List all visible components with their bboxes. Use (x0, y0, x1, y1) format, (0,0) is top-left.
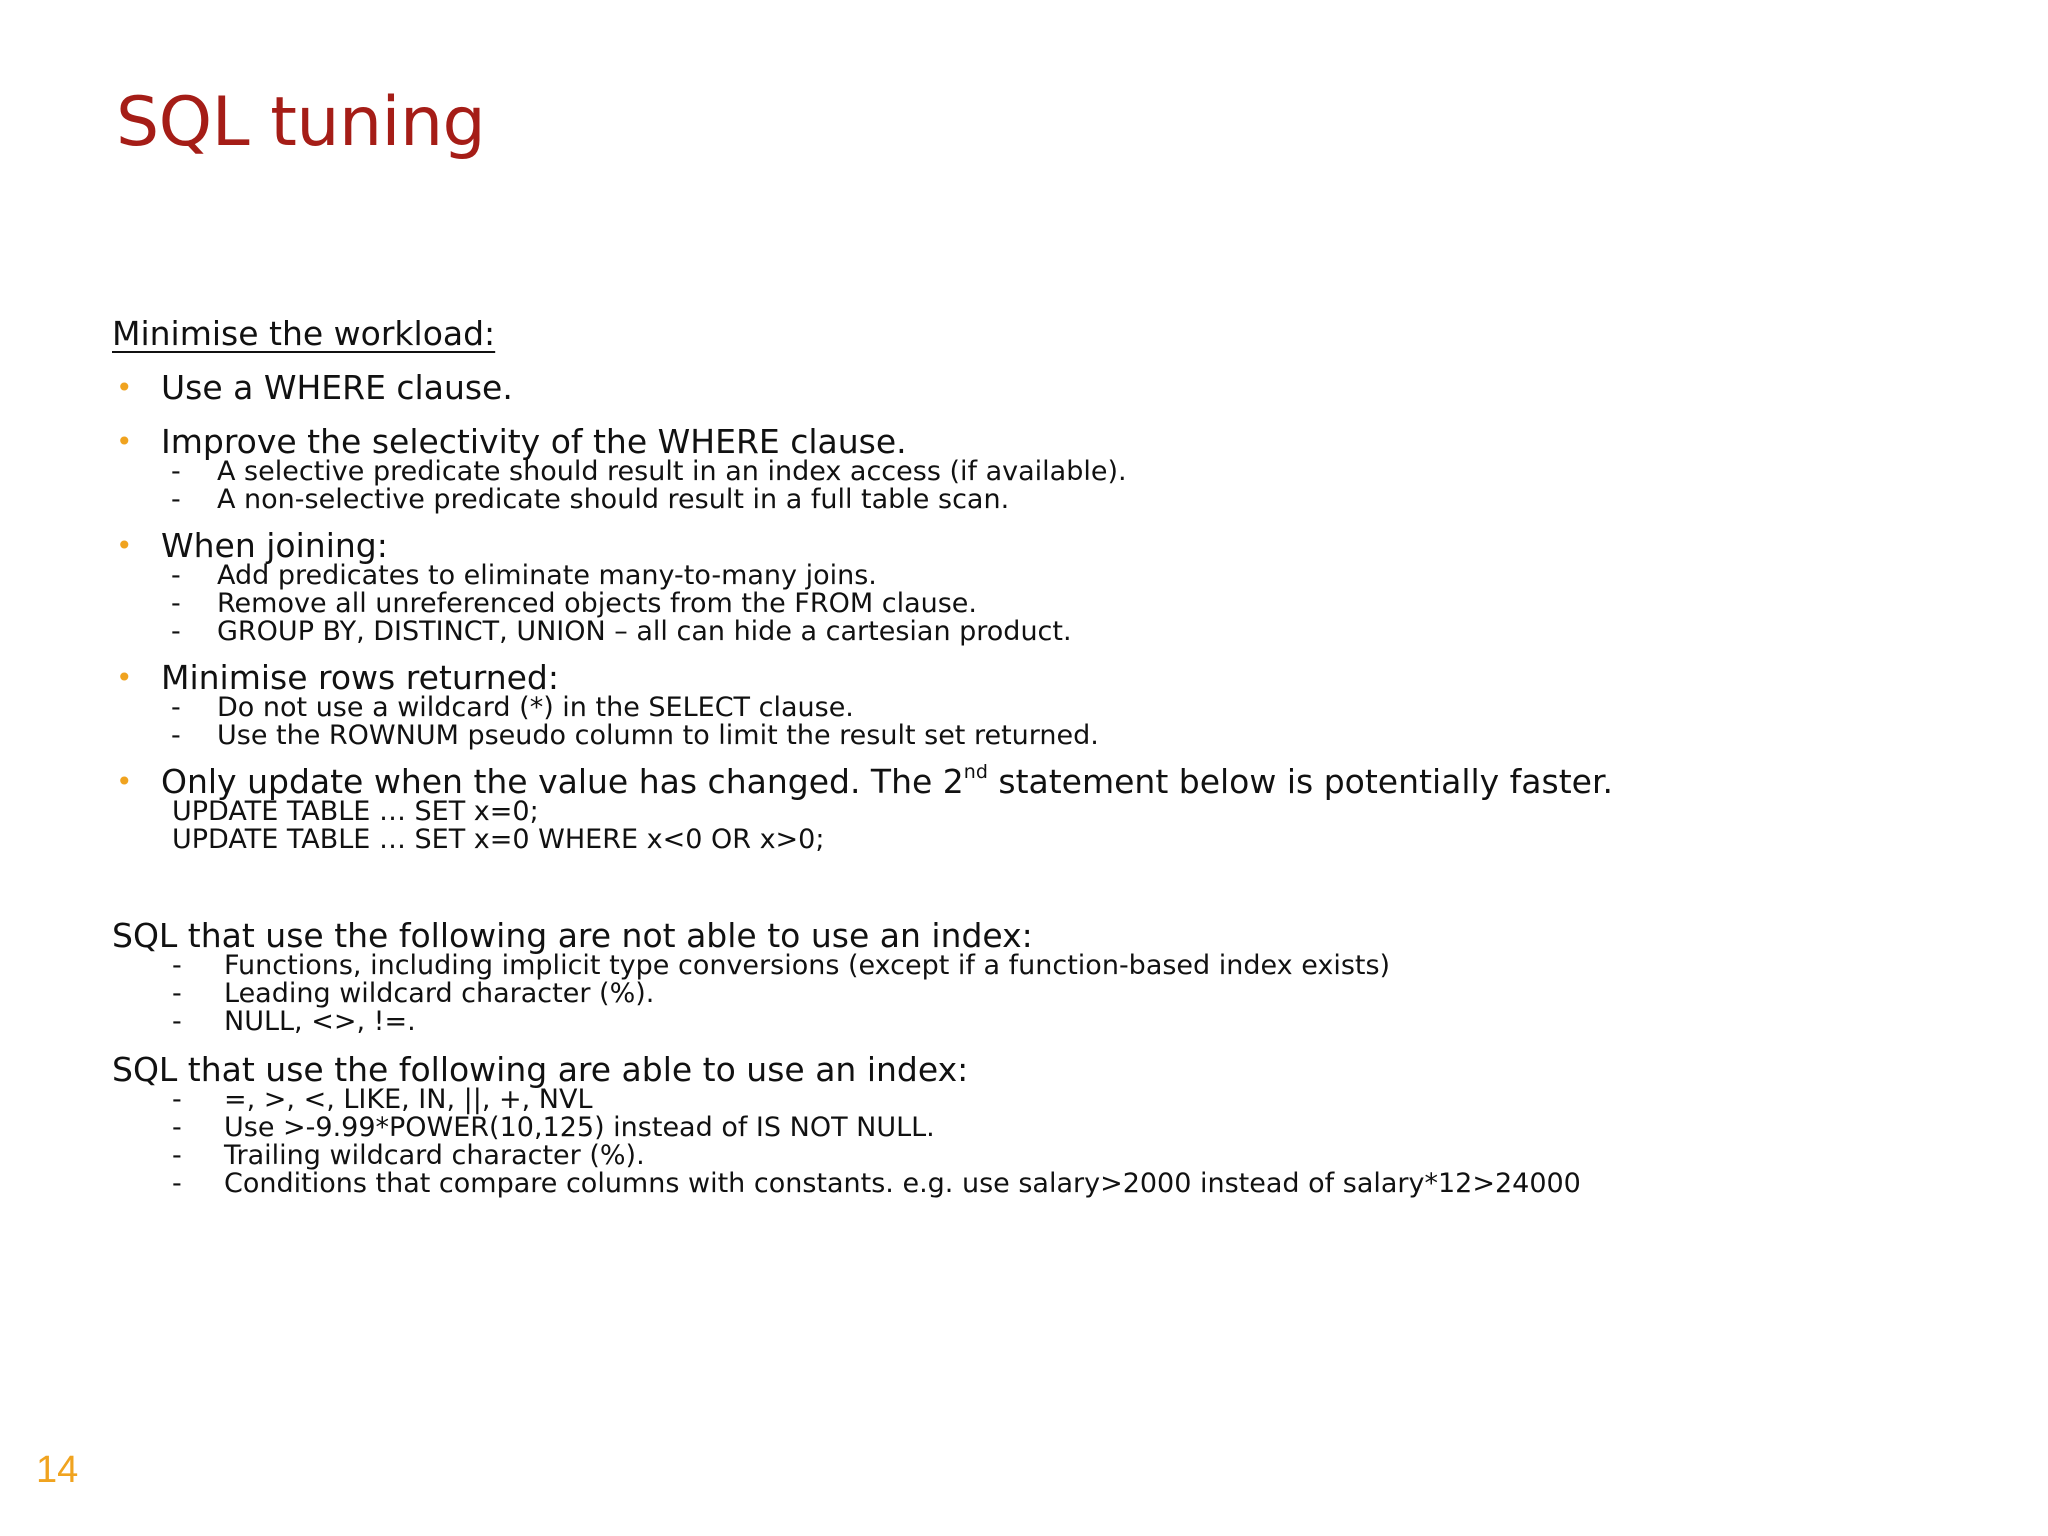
selectivity-sublist (112, 458, 1992, 514)
workload-heading: Minimise the workload: (112, 314, 496, 353)
bullet-text: Improve the selectivity of the WHERE clause. (161, 422, 907, 461)
sub-item (112, 1170, 1992, 1198)
bullet-dot-icon: • (116, 765, 133, 798)
sub-item (112, 618, 1992, 646)
with-index-list (112, 1086, 1992, 1198)
sub-item (112, 562, 1992, 590)
no-index-heading: SQL that use the following are not able to use an index: (112, 916, 1033, 955)
sub-item (112, 458, 1992, 486)
bullet-update (112, 760, 1992, 804)
slide-title: SQL tuning (116, 83, 486, 162)
sub-item-text: Use >-9.99*POWER(10,125) instead of IS NOT NULL. (224, 1112, 935, 1143)
sub-item-text: GROUP BY, DISTINCT, UNION – all can hide a cartesian product. (217, 616, 1072, 647)
sub-item-text: Add predicates to eliminate many-to-many joins. (217, 560, 877, 591)
sub-item-text: Remove all unreferenced objects from the FROM clause. (217, 588, 977, 619)
bullet-dot-icon: • (116, 371, 133, 404)
sub-item (112, 1142, 1992, 1170)
dash-icon: - (171, 616, 181, 647)
sub-item-text: A non-selective predicate should result in a full table scan. (217, 484, 1010, 515)
sub-item-text: Leading wildcard character (%). (224, 978, 655, 1009)
dash-icon: - (171, 560, 181, 591)
dash-icon: - (171, 720, 181, 751)
bullet-dot-icon: • (116, 425, 133, 458)
no-index-list (112, 952, 1992, 1036)
update-text-before: Only update when the value has changed. The 2 (161, 762, 964, 801)
sub-item (112, 980, 1992, 1008)
dash-icon: - (172, 1140, 182, 1171)
dash-icon: - (172, 950, 182, 981)
bullet-text: Use a WHERE clause. (161, 368, 513, 407)
sub-item-text: Do not use a wildcard (*) in the SELECT clause. (217, 692, 854, 723)
bullet-where-clause (112, 366, 1992, 410)
joining-sublist (112, 562, 1992, 646)
rows-returned-sublist (112, 694, 1992, 750)
dash-icon: - (171, 456, 181, 487)
slide-content (112, 312, 1992, 1198)
sub-item (112, 1114, 1992, 1142)
sub-item (112, 952, 1992, 980)
sub-item-text: Conditions that compare columns with constants. e.g. use salary>2000 instead of salary*12>24000 (224, 1168, 1581, 1199)
dash-icon: - (172, 1006, 182, 1037)
code-line: UPDATE TABLE … SET x=0; (172, 796, 539, 827)
sub-item (112, 722, 1992, 750)
update-code-lines (112, 798, 1992, 854)
dash-icon: - (171, 484, 181, 515)
sub-item-text: Functions, including implicit type conversions (except if a function-based index exists) (224, 950, 1391, 981)
dash-icon: - (172, 1084, 182, 1115)
dash-icon: - (171, 588, 181, 619)
sub-item-text: A selective predicate should result in an index access (if available). (217, 456, 1127, 487)
sub-item-text: Use the ROWNUM pseudo column to limit the result set returned. (217, 720, 1099, 751)
sub-item (112, 694, 1992, 722)
with-index-heading: SQL that use the following are able to use an index: (112, 1050, 969, 1089)
sub-item-text: =, >, <, LIKE, IN, ||, +, NVL (224, 1084, 593, 1115)
sub-item (112, 1086, 1992, 1114)
bullet-dot-icon: • (116, 529, 133, 562)
page-number: 14 (36, 1449, 79, 1491)
dash-icon: - (172, 1112, 182, 1143)
sub-item (112, 590, 1992, 618)
update-text-after: statement below is potentially faster. (987, 762, 1613, 801)
dash-icon: - (172, 1168, 182, 1199)
bullet-text: Minimise rows returned: (161, 658, 559, 697)
dash-icon: - (172, 978, 182, 1009)
bullet-text: When joining: (161, 526, 388, 565)
sub-item (112, 1008, 1992, 1036)
dash-icon: - (171, 692, 181, 723)
bullet-dot-icon: • (116, 661, 133, 694)
sub-item-text: Trailing wildcard character (%). (224, 1140, 645, 1171)
update-superscript: nd (963, 761, 988, 783)
bullet-text (161, 760, 1992, 804)
sub-item-text: NULL, <>, !=. (224, 1006, 416, 1037)
code-line: UPDATE TABLE … SET x=0 WHERE x<0 OR x>0; (172, 824, 825, 855)
sub-item (112, 486, 1992, 514)
